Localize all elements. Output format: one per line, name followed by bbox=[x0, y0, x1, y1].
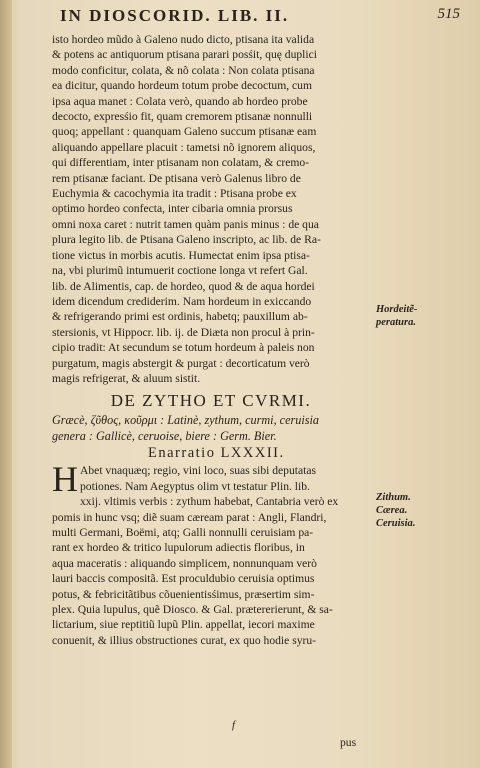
text-line: stersionis, vt Hippocr. lib. ij. de Diæta non procul à prin- bbox=[52, 325, 315, 339]
text-line: lauri baccis compositã. Est proculdubio ceruisia optimus bbox=[52, 572, 315, 586]
text-line: lictarium, siue reptitiũ lupũ Plin. appellat, iecori maxime bbox=[52, 618, 315, 632]
text-line: aqua maceratis : aliquando simplicem, nonnunquam verò bbox=[52, 556, 317, 570]
text-line: plex. Quia lupulus, quẽ Diosco. & Gal. prætererierunt, & sa- bbox=[52, 603, 333, 616]
text-line: aliquando appellare placuit : tametsi nõ ignorem aliquos, bbox=[52, 140, 316, 154]
synonyms-line: genera : Gallicè, ceruoise, biere : Germ. Bier. bbox=[52, 429, 277, 444]
text-line: potiones. Nam Aegyptus olim vt testatur Plin. lib. bbox=[80, 479, 310, 493]
text-line: lib. de Alimentis, cap. de hordeo, quod & de aqua hordei bbox=[52, 279, 315, 293]
catchword: pus bbox=[340, 736, 357, 749]
enarratio-heading: Enarratio LXXXII. bbox=[148, 445, 285, 462]
text-line: magis refrigerat, & aluum sistit. bbox=[52, 371, 201, 385]
text-line: optimo hordeo confecta, inter cibaria omnia prorsus bbox=[52, 202, 293, 216]
page-header bbox=[60, 6, 460, 28]
margin-note-line: Zithum. bbox=[376, 492, 411, 503]
text-line: quoq; appellant : quanquam Galeno succum ptisanæ eam bbox=[52, 125, 317, 139]
text-line: qui differentiam, inter ptisanam non colatam, & cremo- bbox=[52, 156, 310, 170]
text-line: conuenit, & illius obstructiones curat, ex quo hodie syru- bbox=[52, 633, 317, 647]
margin-note-line: Cærea. bbox=[376, 505, 408, 516]
text-line: tione victus in morbis acutis. Humectat enim ipsa ptisa- bbox=[52, 248, 310, 262]
text-line: rant ex hordeo & tritico lupulorum adiectis floribus, in bbox=[52, 541, 305, 555]
text-line: na, vbi plurimũ intumuerit coctione longa vt refert Gal. bbox=[52, 264, 308, 278]
text-line: xxij. vltimis verbis : zythum habebat, Cantabria verò ex bbox=[80, 495, 339, 509]
text-line: Euchymia & cacochymia ita tradit : Ptisana probe ex bbox=[52, 187, 297, 201]
text-line: decocto, expresśio fit, quam cremorem ptisanæ nonnulli bbox=[52, 110, 313, 124]
text-line: & refrigerando primi est ordinis, habetq; pauxillum ab- bbox=[52, 310, 308, 324]
margin-note-line: Ceruisia. bbox=[376, 518, 416, 529]
text-line: plura legito lib. de Ptisana Galeno inscripto, ac lib. de Ra- bbox=[52, 233, 321, 247]
text-line: rem ptisanæ faciant. De ptisana verò Galenus libro de bbox=[52, 171, 301, 185]
page-gutter bbox=[0, 0, 12, 768]
text-line: multi Germani, Boëmi, atq; Galli nonnulli ceruisiam pa- bbox=[52, 525, 314, 539]
text-line: omni noxa caret : nutrit tamen quàm panis minus : de qua bbox=[52, 217, 319, 231]
text-line: cipio tradit: At secundum se totum hordeum à paleis non bbox=[52, 341, 315, 355]
margin-note-line: Hordeitẽ- bbox=[376, 304, 418, 315]
margin-note-zithum bbox=[376, 491, 415, 530]
text-line: & potens ac antiquorum ptisana parari posśit, quę duplici bbox=[52, 48, 317, 62]
section-paragraph-start bbox=[52, 459, 370, 500]
margin-note-hordei-temperatura bbox=[376, 303, 417, 329]
main-text-block bbox=[52, 32, 370, 648]
page-number: 515 bbox=[437, 6, 460, 22]
drop-cap: H bbox=[52, 459, 78, 500]
text-line: idem dicendum crediderim. Nam hordeum in exiccando bbox=[52, 294, 312, 308]
text-line: isto hordeo mũdo à Galeno nudo dicto, ptisana ita valida bbox=[52, 33, 315, 46]
signature-mark: f bbox=[232, 719, 236, 731]
margin-note-line: peratura. bbox=[376, 317, 416, 328]
running-head: IN DIOSCORID. LIB. II. bbox=[60, 6, 290, 25]
text-line: Abet vnaquæq; regio, vini loco, suas sibi deputatas bbox=[80, 464, 317, 478]
text-line: ipsa aqua manet : Colata verò, quando ab hordeo probe bbox=[52, 94, 308, 108]
section-heading: DE ZYTHO ET CVRMI. bbox=[110, 391, 312, 411]
text-line: modo conficitur, colata, & nõ colata : Non colata ptisana bbox=[52, 63, 315, 77]
text-line: potus, & febricitãtibus cõuenientisśimus, præsertim sim- bbox=[52, 587, 315, 601]
text-line: purgatum, magis abstergit & purgat : decorticatum verò bbox=[52, 356, 310, 370]
text-line: pomis in hunc vsq; diẽ suam cæream parat : Angli, Flandri, bbox=[52, 510, 327, 524]
synonyms-line: Græcè, ζῦθος, κοῦρμι : Latinè, zythum, curmi, ceruisia bbox=[52, 413, 319, 428]
text-line: ea dicitur, quando hordeum totum probe decoctum, cum bbox=[52, 79, 312, 93]
